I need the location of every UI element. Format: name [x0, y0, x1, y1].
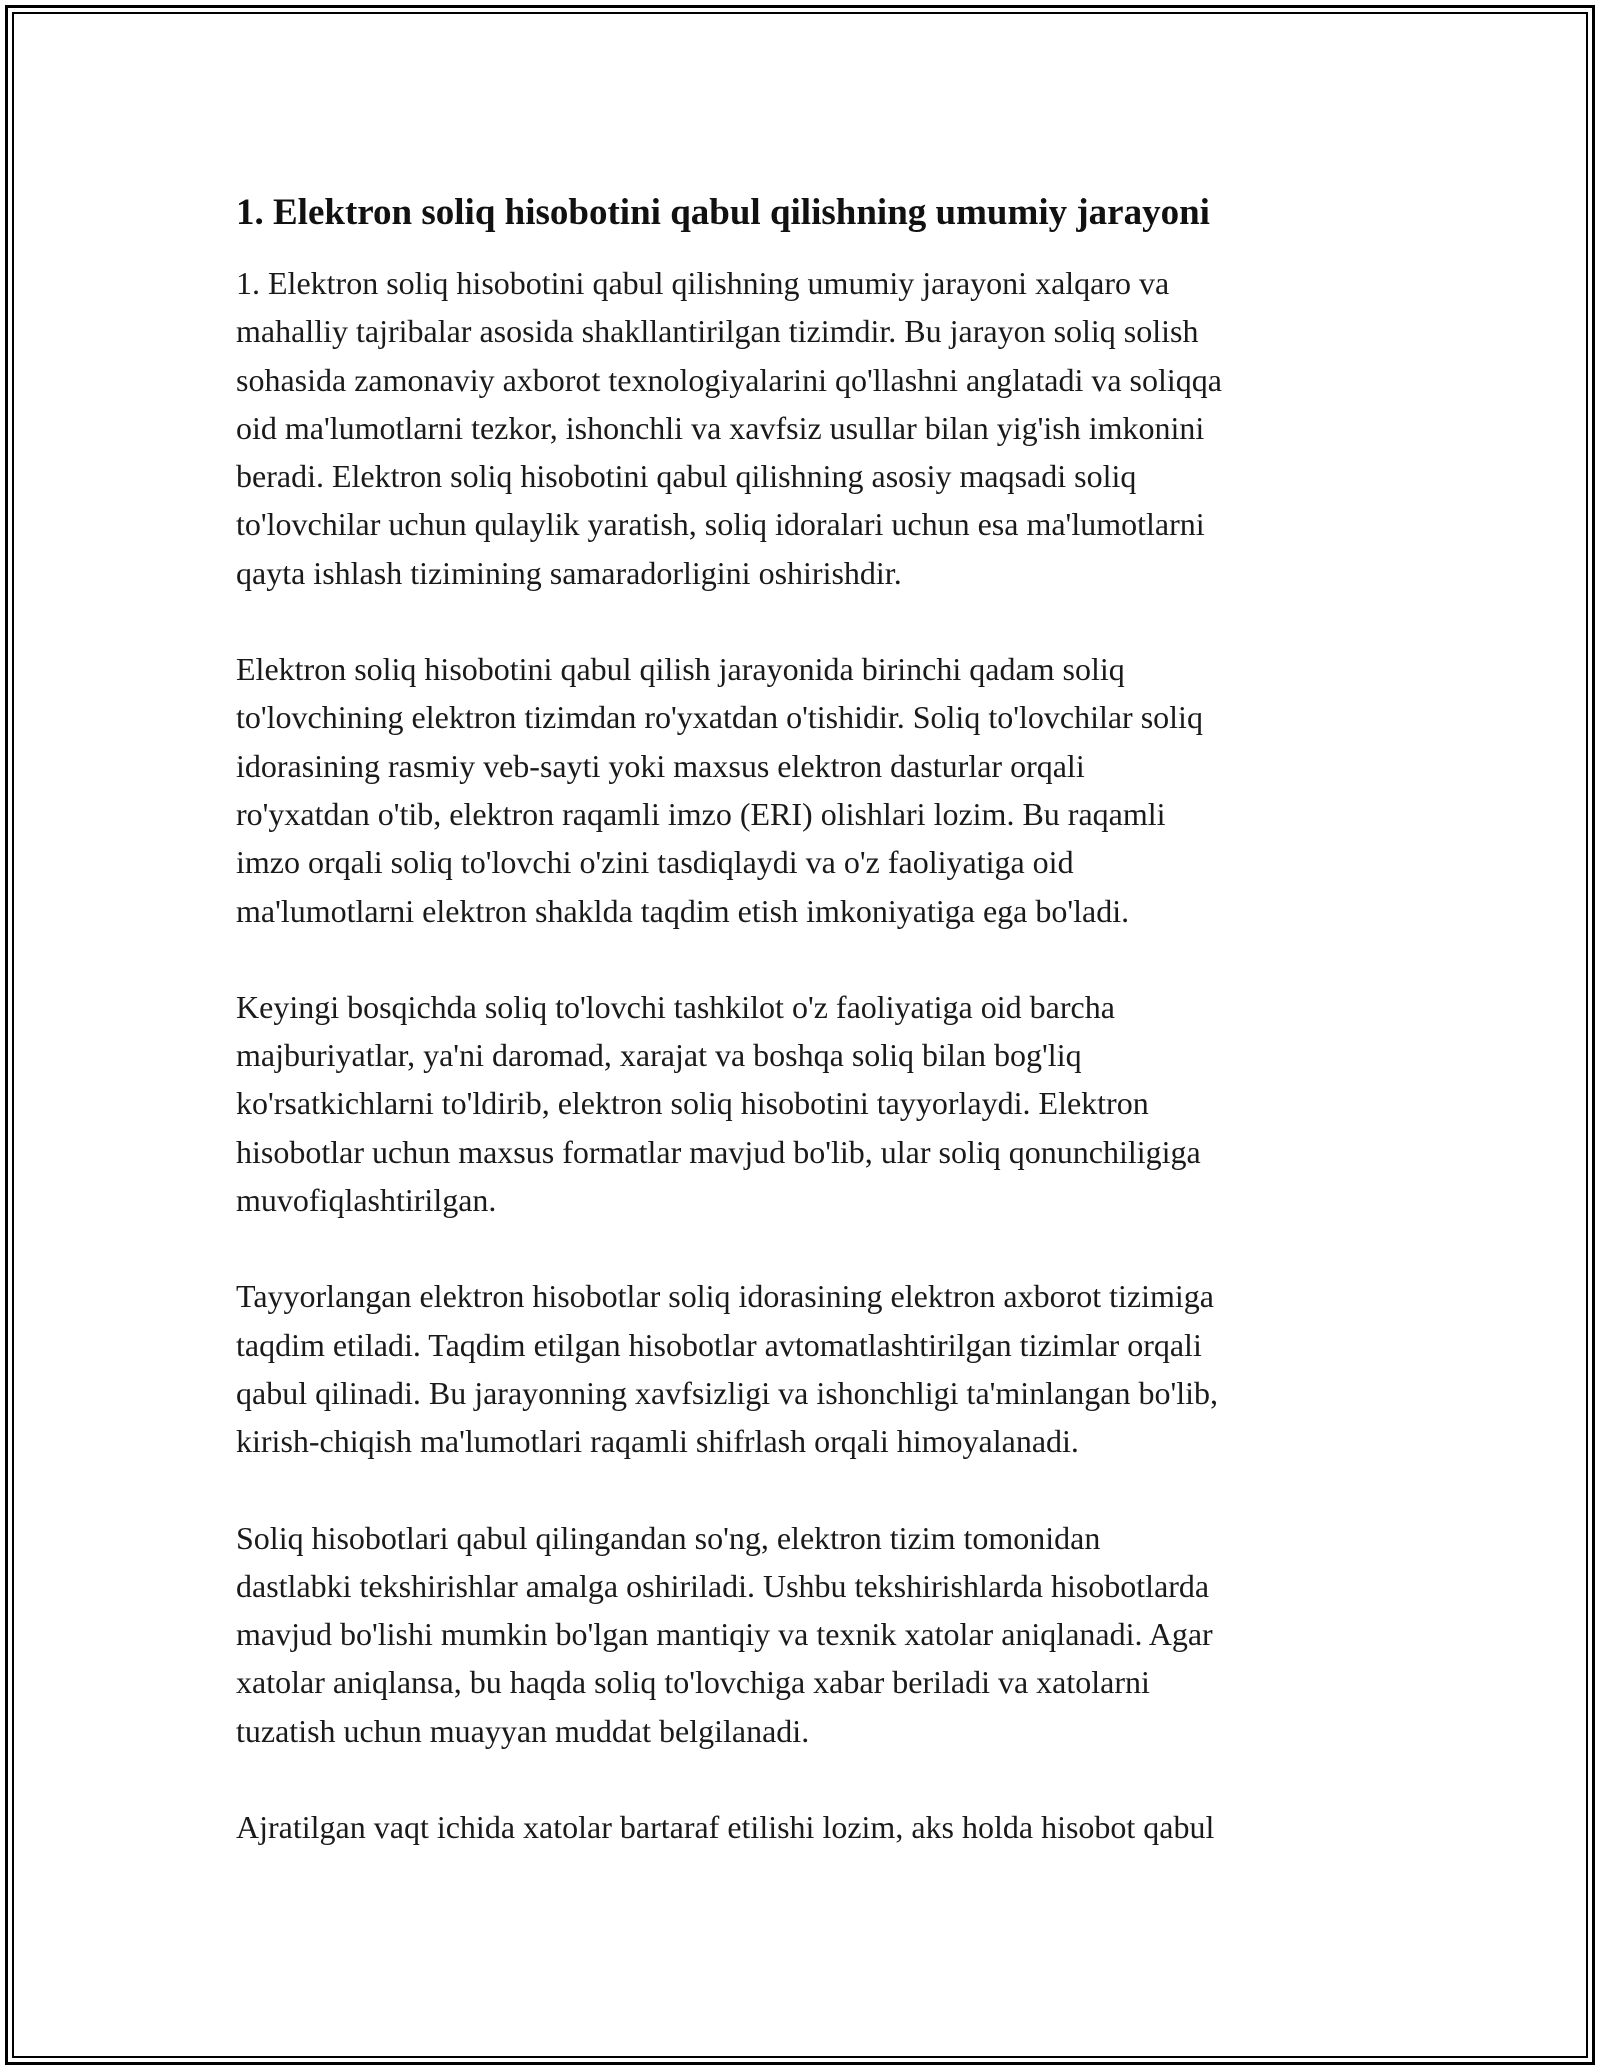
paragraph-4: Tayyorlangan elektron hisobotlar soliq idorasining elektron axborot tizimiga taqdim etiladi. Taqdim etilgan hisobotlar avtomatlashtirilgan tizimlar orqali qabul qilinadi. Bu jarayonning xavfsizligi va ishonchligi ta'minlangan bo'lib, kirish-chiqish ma'lumotlari raqamli shifrlash orqali himoyalanadi. [236, 1278, 1219, 1460]
section-heading: 1. Elektron soliq hisobotini qabul qilishning umumiy jarayoni [236, 192, 1210, 233]
document-body [236, 185, 1366, 1899]
paragraph-1: 1. Elektron soliq hisobotini qabul qilishning umumiy jarayoni xalqaro va mahalliy tajribalar asosida shakllantirilgan tizimdir. Bu jarayon soliq solish sohasida zamonaviy axborot texnologiyalarini qo'llashni anglatadi va soliqqa oid ma'lumotlarni tezkor, ishonchli va xavfsiz usullar bilan yig'ish imkonini beradi. Elektron soliq hisobotini qabul qilishning asosiy maqsadi soliq to'lovchilar uchun qulaylik yaratish, soliq idoralari uchun esa ma'lumotlarni qayta ishlash tizimining samaradorligini oshirishdir. [236, 265, 1222, 591]
paragraph-2: Elektron soliq hisobotini qabul qilish jarayonida birinchi qadam soliq to'lovchining elektron tizimdan ro'yxatdan o'tishidir. Soliq to'lovchilar soliq idorasining rasmiy veb-sayti yoki maxsus elektron dasturlar orqali ro'yxatdan o'tib, elektron raqamli imzo (ERI) olishlari lozim. Bu raqamli imzo orqali soliq to'lovchi o'zini tasdiqlaydi va o'z faoliyatiga oid ma'lumotlarni elektron shaklda taqdim etish imkoniyatiga ega bo'ladi. [236, 651, 1203, 929]
paragraph-6: Ajratilgan vaqt ichida xatolar bartaraf etilishi lozim, aks holda hisobot qabul [236, 1809, 1215, 1846]
paragraph-5: Soliq hisobotlari qabul qilingandan so'ng, elektron tizim tomonidan dastlabki tekshirishlar amalga oshiriladi. Ushbu tekshirishlarda hisobotlarda mavjud bo'lishi mumkin bo'lgan mantiqiy va texnik xatolar aniqlanadi. Agar xatolar aniqlansa, bu haqda soliq to'lovchiga xabar beriladi va xatolarni tuzatish uchun muayyan muddat belgilanadi. [236, 1519, 1213, 1749]
paragraph-3: Keyingi bosqichda soliq to'lovchi tashkilot o'z faoliyatiga oid barcha majburiyatlar, ya'ni daromad, xarajat va boshqa soliq bilan bog'liq ko'rsatkichlarni to'ldirib, elektron soliq hisobotini tayyorlaydi. Elektron hisobotlar uchun maxsus formatlar mavjud bo'lib, ular soliq qonunchiligiga muvofiqlashtirilgan. [236, 988, 1201, 1219]
